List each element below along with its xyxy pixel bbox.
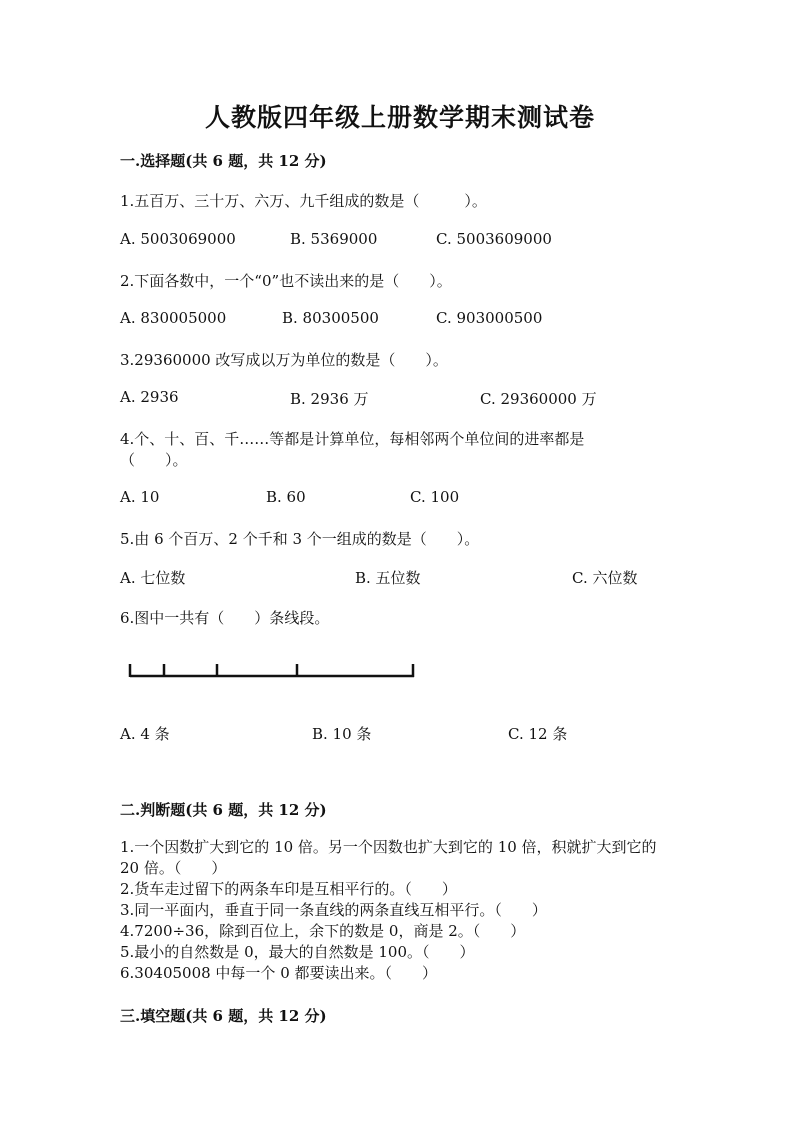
question-6: 6.图中一共有（ ）条线段。: [120, 609, 330, 627]
question-5: 5.由 6 个百万、2 个千和 3 个一组成的数是（ ）。: [120, 530, 480, 548]
question-6-option-b: B. 10 条: [312, 725, 372, 743]
section-heading-fill-in: 三.填空题(共 6 题，共 12 分): [120, 1007, 327, 1025]
question-4-option-a: A. 10: [120, 488, 160, 506]
question-2-option-b: B. 80300500: [282, 309, 379, 327]
question-3-option-c: C. 29360000 万: [480, 390, 597, 408]
question-2-option-a: A. 830005000: [120, 309, 227, 327]
judgement-item-3: 3.同一平面内，垂直于同一条直线的两条直线互相平行。（ ）: [120, 901, 547, 919]
page-title: 人教版四年级上册数学期末测试卷: [204, 103, 595, 132]
question-3: 3.29360000 改写成以万为单位的数是（ ）。: [120, 351, 448, 369]
section-heading-judgement: 二.判断题(共 6 题，共 12 分): [120, 801, 327, 819]
question-4-line-2: （ ）。: [120, 451, 188, 469]
question-5-option-c: C. 六位数: [572, 569, 638, 587]
section-heading-choice: 一.选择题(共 6 题，共 12 分): [120, 152, 327, 170]
question-2-option-c: C. 903000500: [436, 309, 543, 327]
question-6-option-c: C. 12 条: [508, 725, 568, 743]
question-4-line-1: 4.个、十、百、千……等都是计算单位，每相邻两个单位间的进率都是: [120, 430, 585, 448]
question-1-option-c: C. 5003609000: [436, 230, 552, 248]
judgement-item-4: 4.7200÷36，除到百位上，余下的数是 0，商是 2。（ ）: [120, 922, 526, 940]
judgement-item-2: 2.货车走过留下的两条车印是互相平行的。（ ）: [120, 880, 457, 898]
judgement-item-6: 6.30405008 中每一个 0 都要读出来。（ ）: [120, 964, 438, 982]
question-1: 1.五百万、三十万、六万、九千组成的数是（ ）。: [120, 192, 487, 210]
question-1-option-a: A. 5003069000: [120, 230, 236, 248]
line-segment-figure: [128, 660, 416, 680]
question-2: 2.下面各数中，一个“0”也不读出来的是（ ）。: [120, 272, 452, 290]
question-6-option-a: A. 4 条: [120, 725, 170, 743]
question-5-option-b: B. 五位数: [355, 569, 421, 587]
question-4-option-b: B. 60: [266, 488, 306, 506]
judgement-item-5: 5.最小的自然数是 0，最大的自然数是 100。（ ）: [120, 943, 475, 961]
question-4-option-c: C. 100: [410, 488, 460, 506]
question-5-option-a: A. 七位数: [120, 569, 186, 587]
question-3-option-b: B. 2936 万: [290, 390, 369, 408]
question-1-option-b: B. 5369000: [290, 230, 378, 248]
question-3-option-a: A. 2936: [120, 388, 179, 406]
judgement-item-1: 1.一个因数扩大到它的 10 倍。另一个因数也扩大到它的 10 倍，积就扩大到它的 20 倍。（ ）: [120, 838, 657, 877]
